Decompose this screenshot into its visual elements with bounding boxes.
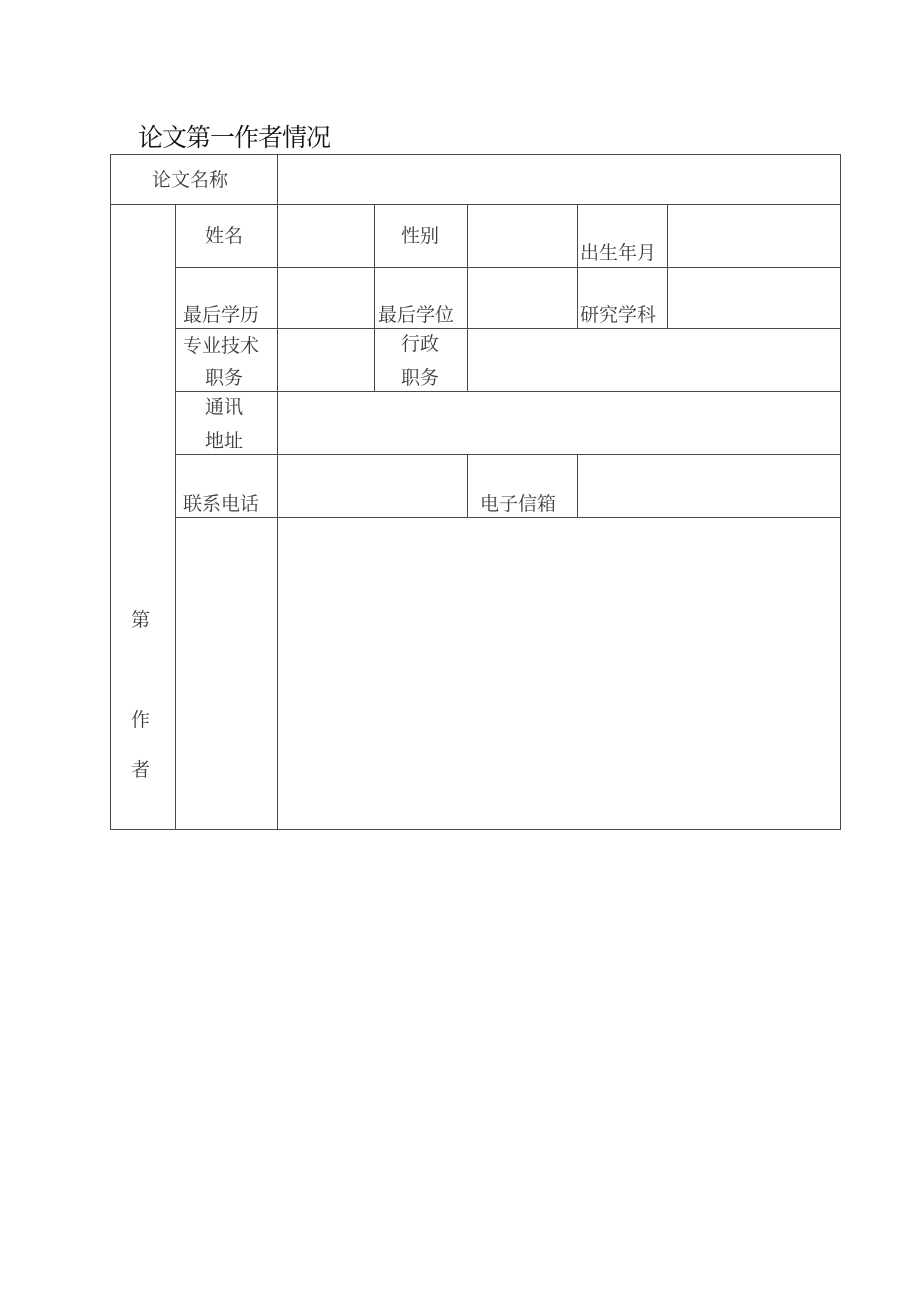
paper-name-label: 论文名称 — [152, 169, 229, 191]
table-rule — [175, 454, 841, 455]
table-rule — [577, 454, 578, 518]
email-label: 电子信箱 — [480, 493, 557, 515]
table-rule — [577, 204, 578, 328]
name-label: 姓名 — [205, 225, 244, 247]
address-label-line2: 地址 — [205, 430, 244, 452]
admin-title-label-line2: 职务 — [401, 367, 440, 389]
table-rule — [467, 454, 468, 518]
table-rule — [175, 517, 841, 518]
admin-title-label-line1: 行政 — [401, 333, 440, 355]
table-rule — [667, 204, 668, 328]
table-border-bottom — [110, 829, 841, 830]
table-rule — [175, 204, 176, 830]
side-label-char-2: 作 — [131, 709, 151, 731]
side-label-char-1: 第 — [131, 609, 151, 631]
degree-label: 最后学位 — [378, 304, 455, 326]
table-rule — [374, 204, 375, 392]
side-label-char-3: 者 — [131, 759, 151, 781]
education-label: 最后学历 — [183, 304, 260, 326]
birth-date-label: 出生年月 — [580, 242, 657, 264]
table-border-top — [110, 154, 841, 155]
discipline-label: 研究学科 — [580, 304, 657, 326]
gender-label: 性别 — [401, 225, 440, 247]
table-rule — [277, 154, 278, 830]
table-border-right — [840, 154, 841, 830]
page-title: 论文第一作者情况 — [138, 123, 331, 152]
table-rule — [110, 204, 841, 205]
tech-title-label-line1: 专业技术 — [183, 335, 260, 357]
tech-title-label-line2: 职务 — [205, 367, 244, 389]
phone-label: 联系电话 — [183, 493, 260, 515]
table-border-left — [110, 154, 111, 830]
address-label-line1: 通讯 — [205, 396, 244, 418]
table-rule — [175, 328, 841, 329]
table-rule — [467, 204, 468, 392]
table-rule — [175, 267, 841, 268]
table-rule — [175, 391, 841, 392]
